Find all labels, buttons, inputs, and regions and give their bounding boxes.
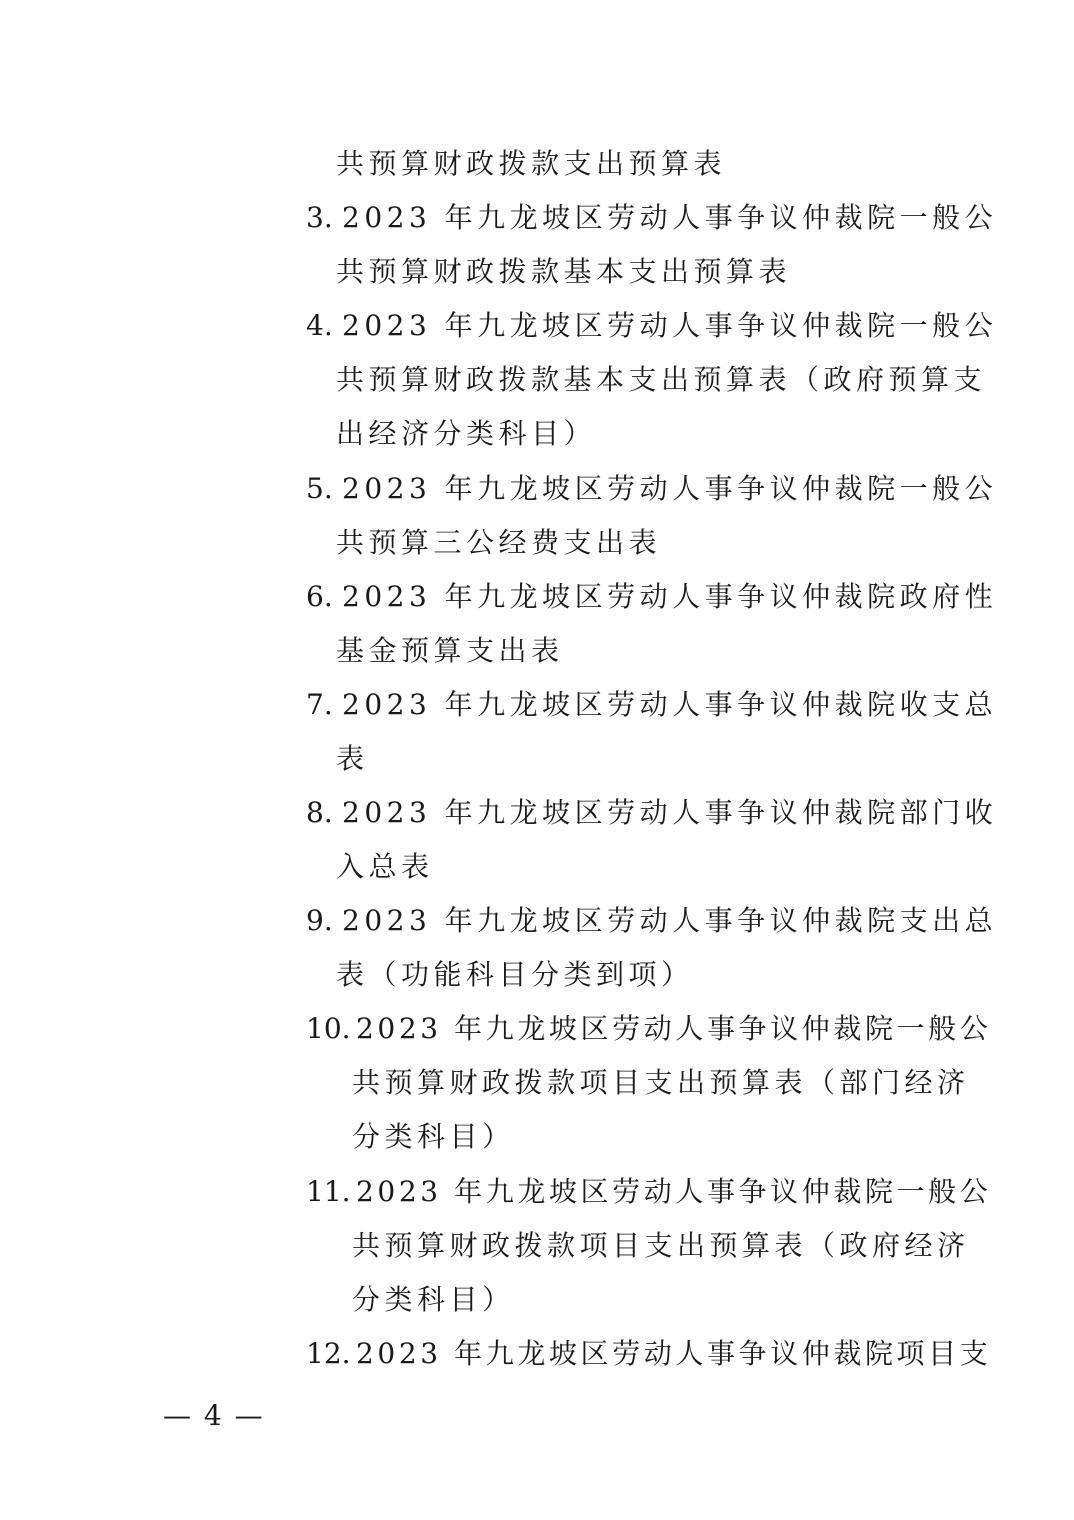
list-item-text: 出经济分类科目）: [336, 417, 597, 450]
list-item-text: 分类科目）: [352, 1120, 515, 1153]
list-item-text: 2023 年九龙坡区劳动人事争议仲裁院项目支: [356, 1337, 992, 1370]
list-item-text: 2023 年九龙坡区劳动人事争议仲裁院一般公: [342, 472, 998, 505]
list-item-number: 3.: [306, 201, 333, 234]
list-item-text: 2023 年九龙坡区劳动人事争议仲裁院一般公: [356, 1175, 992, 1208]
list-item-text: 分类科目）: [352, 1283, 515, 1316]
list-item-number: 5.: [306, 472, 333, 505]
list-item-number: 9.: [306, 904, 333, 937]
list-item-text: 2023 年九龙坡区劳动人事争议仲裁院支出总: [342, 904, 998, 937]
list-item-text: 入总表: [336, 850, 434, 883]
list-item-text: 共预算财政拨款项目支出预算表（政府经济: [352, 1229, 970, 1262]
list-item-number: 6.: [306, 580, 333, 613]
list-item-text: 表（功能科目分类到项）: [336, 958, 694, 991]
list-item-text: 2023 年九龙坡区劳动人事争议仲裁院一般公: [342, 201, 998, 234]
list-item-text: 2023 年九龙坡区劳动人事争议仲裁院一般公: [342, 309, 998, 342]
list-item-number: 10.: [306, 1012, 351, 1045]
list-item-number: 8.: [306, 796, 333, 829]
list-item-text: 共预算财政拨款基本支出预算表（政府预算支: [336, 363, 987, 396]
list-item-number: 7.: [306, 688, 333, 721]
list-item-text: 共预算财政拨款项目支出预算表（部门经济: [352, 1066, 970, 1099]
list-item-text: 2023 年九龙坡区劳动人事争议仲裁院一般公: [356, 1012, 992, 1045]
list-item-text: 2023 年九龙坡区劳动人事争议仲裁院政府性: [342, 580, 998, 613]
page-number: — 4 —: [163, 1399, 265, 1432]
list-item-text: 共预算三公经费支出表: [336, 526, 662, 559]
list-item-number: 12.: [306, 1337, 351, 1370]
list-item-number: 4.: [306, 309, 333, 342]
list-item-text: 2023 年九龙坡区劳动人事争议仲裁院收支总: [342, 688, 998, 721]
list-item-text: 表: [336, 742, 369, 775]
list-item-text: 共预算财政拨款支出预算表: [336, 147, 727, 180]
list-item-text: 共预算财政拨款基本支出预算表: [336, 255, 792, 288]
list-item-number: 11.: [306, 1175, 351, 1208]
list-item-text: 基金预算支出表: [336, 634, 564, 667]
list-item-text: 2023 年九龙坡区劳动人事争议仲裁院部门收: [342, 796, 998, 829]
